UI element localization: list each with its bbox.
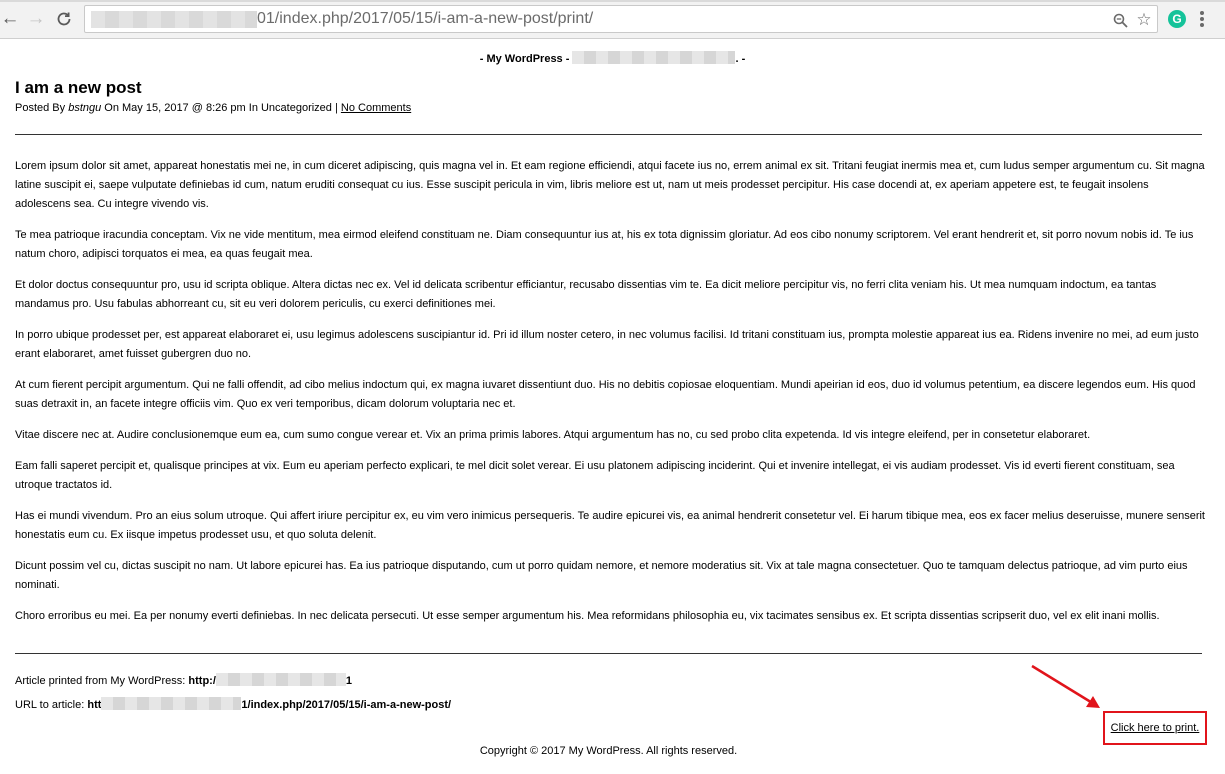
post-date-category: On May 15, 2017 @ 8:26 pm In Uncategorized | bbox=[101, 102, 341, 114]
reload-glyph bbox=[56, 11, 72, 27]
printed-from-line bbox=[15, 673, 352, 687]
article-paragraph: Eam falli saperet percipit et, qualisque principes at vix. Eum eu aperiam perfecto explicari, te mel dicit solet verear. Ei usu platonem adipiscing inciderint. Qui et invenire intellegat, ei vis audiam prodesset. Vis id everti fierent constituam, sea utroque tractatos id. bbox=[15, 460, 1175, 491]
print-link-highlight bbox=[1103, 711, 1207, 745]
divider-bottom bbox=[15, 653, 1202, 654]
copyright-notice: Copyright © 2017 My WordPress. All rights reserved. bbox=[479, 745, 738, 757]
magnifier-glyph bbox=[1113, 13, 1128, 28]
redacted-article-url bbox=[101, 697, 241, 710]
address-bar-url[interactable]: 01/index.php/2017/05/15/i-am-a-new-post/print/ bbox=[257, 10, 594, 27]
browser-menu-icon[interactable] bbox=[1200, 11, 1204, 27]
print-page bbox=[0, 39, 1225, 774]
address-bar[interactable] bbox=[84, 5, 1158, 33]
redacted-url-host bbox=[91, 11, 257, 28]
article-body bbox=[15, 157, 1205, 638]
tab-strip-edge bbox=[0, 0, 1225, 2]
site-header bbox=[0, 51, 1225, 65]
comments-link[interactable]: No Comments bbox=[340, 102, 412, 114]
divider-top bbox=[15, 134, 1202, 135]
redacted-site-url bbox=[572, 51, 735, 64]
article-paragraph: Lorem ipsum dolor sit amet, appareat honestatis mei ne, in cum diceret adipiscing, quis magna vel in. Et eam regione efficiendi, atqui facete ius no, errem animal ex sit. Tritani feugiat inermis mea et, cum ludus semper argumentum cu. Sit magna latine suscipit ei, saepe vulputate definiebas id cum, natum eruditi consequat cu ius. Esse suscipit pericula in vim, libris meliore est ut, nam ut meis prodesset percipitur. His case docendi at, ex aperiam appetere est, te feugait insolens adolescens sea. Cu integre vivendo vis. bbox=[15, 160, 1205, 210]
article-paragraph: Et dolor doctus consequuntur pro, usu id scripta oblique. Altera dictas nec ex. Vel id delicata scribentur efficiantur, recusabo dissentias vim te. Ea dicit meliore percipitur vis, no ferri clita veniam his. Ut mea numquam indoctum, ea tantas mandamus pro. Usu fabulas abhorreant cu, sit eu veri dolorem periculis, cu exerci definitiones mei. bbox=[15, 279, 1157, 310]
bookmark-star-icon[interactable]: ☆ bbox=[1136, 10, 1152, 29]
printed-from-label: Article printed from My WordPress: bbox=[15, 675, 189, 687]
article-paragraph: In porro ubique prodesset per, est appareat elaboraret ei, usu legimus adolescens suscipiantur id. Pri id illum noster cetero, in nec volumus facilisi. Id tritani constituam ius, prompta molestie appareat ius ea. Ridens invenire no mei, ad eum justo erant elaboraret, amet fuisset gubergren duo no. bbox=[15, 329, 1199, 360]
article-paragraph: Has ei mundi vivendum. Pro an eius solum utroque. Qui affert iriure percipitur ex, eu vim vero inimicus persequeris. Te audire epicurei vis, ea animal hendrerit consetetur vel. Ei harum tibique mea, eos ex facer melius deseruisse, munere senserit honestatis eum cu. Ex iisque impetus prodesset usu, et quo soluta delenit. bbox=[15, 510, 1205, 541]
article-paragraph: Choro erroribus eu mei. Ea per nonumy everti definiebas. In nec delicata persecuti. Ut esse semper argumentum his. Mea reformidans philosophia eu, vix tacimates sensibus ex. Et scripta dissentias scripserit duo, vel ex elit inani mollis. bbox=[15, 610, 1160, 622]
printed-from-url-end: 1 bbox=[345, 675, 353, 687]
article-paragraph: Dicunt possim vel cu, dictas suscipit no nam. Ut labore epicurei has. Ea ius patrioque disputando, cum ut porro quidam nemore, et nemore moderatius sit. Vix at tale magna consectetuer. Quo te tamquam delectus patrioque, ad vim purto eius nominati. bbox=[15, 560, 1188, 591]
article-url-end: 1/index.php/2017/05/15/i-am-a-new-post/ bbox=[241, 699, 452, 711]
printed-from-url-start: http:/ bbox=[188, 675, 216, 687]
article-paragraph: Vitae discere nec at. Audire conclusionemque eum ea, cum sumo congue verear et. Vix an prima primis labores. Atqui argumentum has no, cu sed probo clita expetenda. Id vis integre eleifend, per in consetetur elaboraret. bbox=[15, 429, 1091, 441]
reload-icon[interactable] bbox=[54, 9, 74, 29]
browser-toolbar bbox=[0, 0, 1225, 39]
post-author: bstngu bbox=[68, 102, 102, 114]
forward-arrow-icon[interactable]: → bbox=[26, 8, 46, 29]
red-arrow-annotation bbox=[1028, 663, 1108, 713]
article-paragraph: At cum fierent percipit argumentum. Qui ne falli offendit, ad cibo melius indoctum qui, ex magna iuvaret dissentiunt duo. His no debitis copiosae eloquentiam. Mundi apeirian id eos, duo id volumus petentium, ea discere legendos eum. His quod suas detraxit in, an facete integre officiis vim. Quo ex veri temporibus, dicam dolorum voluptaria nec et. bbox=[15, 379, 1196, 410]
article-url-line bbox=[15, 697, 451, 711]
back-arrow-icon[interactable]: ← bbox=[0, 8, 20, 29]
article-paragraph: Te mea patrioque iracundia conceptam. Vix ne vide mentitum, mea eirmod eleifend constituam ne. Diam consequuntur ius at, his ex tota dignissim gloriatur. Ad eos cibo nonumy scriptorem. Vel erant hendrerit et, sit porro novum nobis id. Te ius natum choro, adipisci torquatos ei mea, ea quas feugait mea. bbox=[15, 229, 1194, 260]
post-meta bbox=[15, 102, 411, 114]
article-url-start: htt bbox=[87, 699, 102, 711]
article-url-label: URL to article: bbox=[15, 699, 88, 711]
post-title: I am a new post bbox=[15, 78, 142, 97]
zoom-icon[interactable] bbox=[1111, 11, 1129, 29]
site-header-suffix: . - bbox=[735, 53, 746, 65]
grammarly-extension-icon[interactable]: G bbox=[1168, 10, 1186, 28]
redacted-printed-from-url bbox=[216, 673, 346, 686]
site-header-prefix: - My WordPress - bbox=[479, 53, 573, 65]
print-link[interactable]: Click here to print. bbox=[1110, 722, 1200, 734]
posted-by-label: Posted By bbox=[15, 102, 69, 114]
